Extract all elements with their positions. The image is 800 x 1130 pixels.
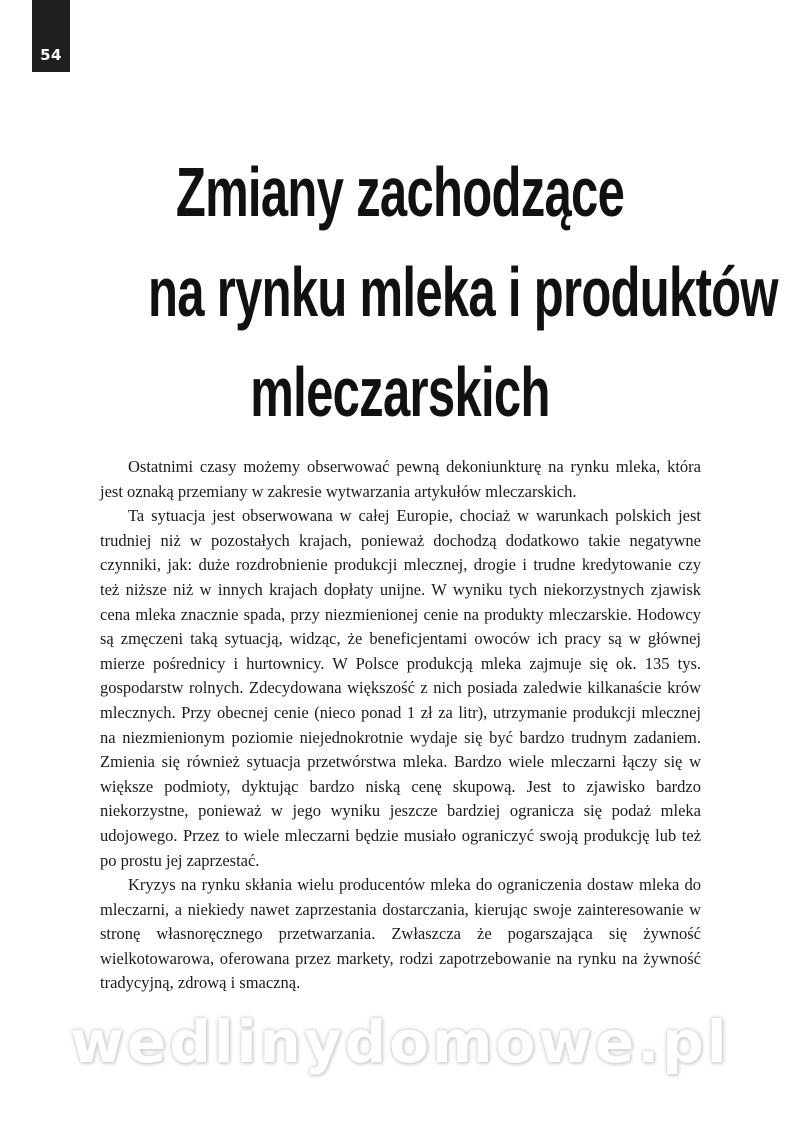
paragraph: Ostatnimi czasy możemy obserwować pewną dekoniunkturę na rynku mleka, która jest oznaką przemiany w zakresie wytwarzania artykułów mleczarskich. xyxy=(100,457,701,501)
page-number: 54 xyxy=(40,46,62,64)
chapter-title-line-2: na rynku mleka i produktów xyxy=(148,253,778,331)
chapter-title-line-3: mleczarskich xyxy=(250,353,550,431)
body-text xyxy=(100,455,701,996)
page-number-tab xyxy=(32,0,70,72)
paragraph: Kryzys na rynku skłania wielu producentów mleka do ograniczenia dostaw mleka do mleczarni, a niekiedy nawet zaprzestania dostarczania, kierując swoje zainteresowanie w stronę własnoręcznego przetwarzania. Zwłaszcza że pogarszająca się żywność wielkotowarowa, oferowana przez markety, rodzi zapotrzebowanie na rynku na żywność tradycyjną, zdrową i smaczną. xyxy=(100,875,701,993)
paragraph: Ta sytuacja jest obserwowana w całej Europie, chociaż w warunkach polskich jest trudniej niż w pozostałych krajach, ponieważ dochodzą dodatkowo takie negatywne czynniki, jak: duże rozdrobnienie produkcji mlecznej, drogie i trudne kredytowanie czy też niższe niż w innych krajach dopłaty unijne. W wyniku tych niekorzystnych zjawisk cena mleka znacznie spada, przy niezmienionej cenie na produkty mleczarskie. Hodowcy są zmęczeni taką sytuacją, widząc, że beneficjentami owoców ich pracy są w głównej mierze pośrednicy i hurtownicy. W Polsce produkcją mleka zajmuje się ok. 135 tys. gospodarstw rolnych. Zdecydowana większość z nich posiada zaledwie kilkanaście krów mlecznych. Przy obecnej cenie (nieco ponad 1 zł za litr), utrzymanie produkcji mlecznej na niezmienionym poziomie niejednokrotnie wydaje się być bardzo trudnym zadaniem. Zmienia się również sytuacja przetwórstwa mleka. Bardzo wiele mleczarni łączy się w większe podmioty, dyktując bardzo niską cenę skupową. Jest to zjawisko bardzo niekorzystne, ponieważ w jego wyniku jeszcze bardziej ogranicza się podaż mleka udojowego. Przez to wiele mleczarni będzie musiało ograniczyć swoją produkcję lub też po prostu jej zaprzestać. xyxy=(100,506,701,870)
chapter-title-line-1: Zmiany zachodzące xyxy=(175,153,625,231)
watermark: wedlinydomowe.pl xyxy=(70,1008,730,1076)
chapter-title xyxy=(40,142,778,442)
